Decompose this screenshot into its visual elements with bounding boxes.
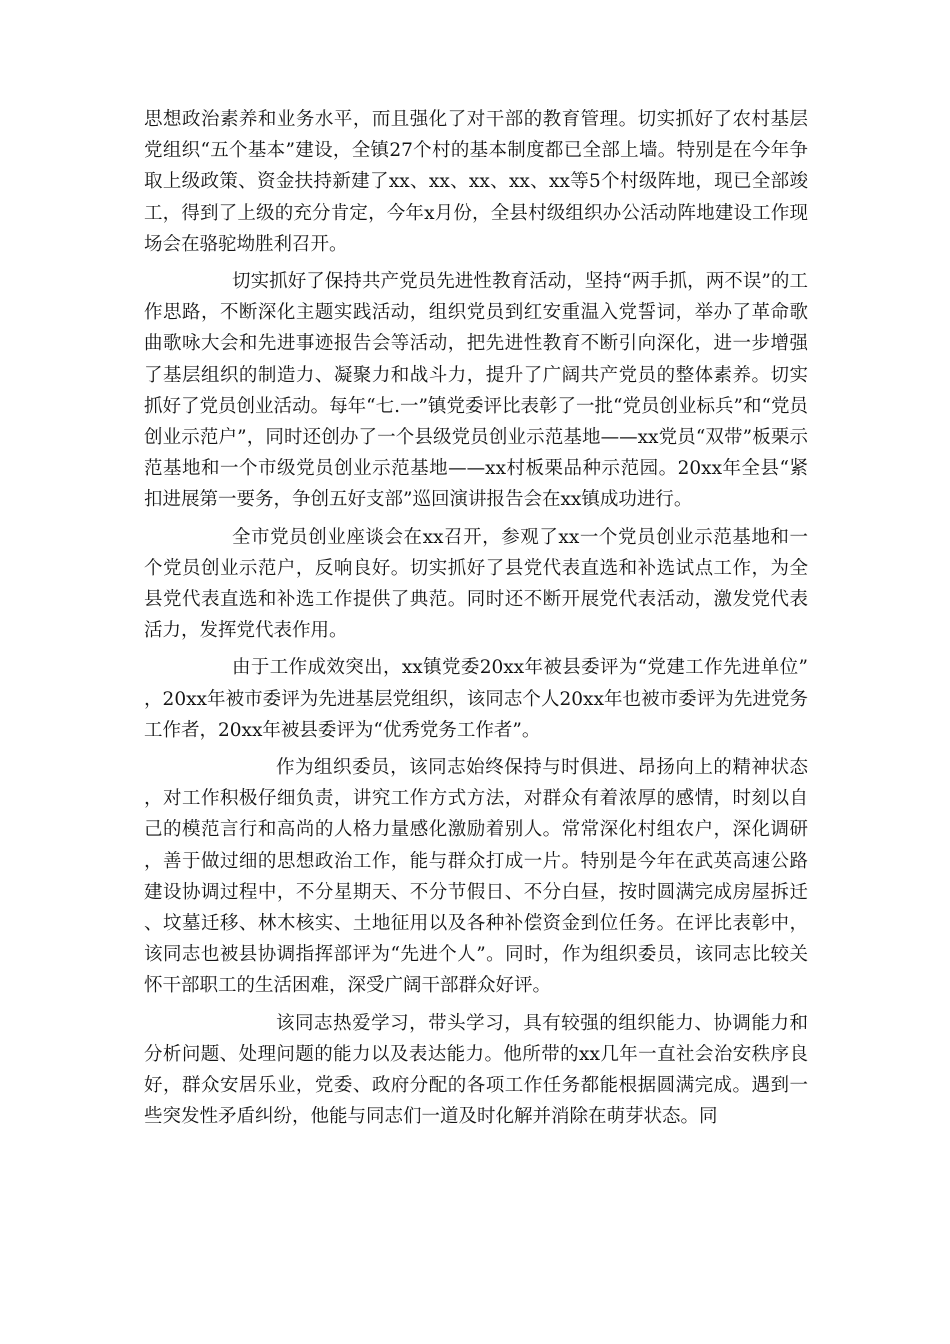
paragraph-6: 该同志热爱学习，带头学习，具有较强的组织能力、协调能力和分析问题、处理问题的能力以及表达能力。他所带的xx几年一直社会治安秩序良好，群众安居乐业，党委、政府分配的各项工作任务都能根据圆满完成。遇到一些突发性矛盾纠纷，他能与同志们一道及时化解并消除在萌芽状态。同 bbox=[144, 1012, 808, 1128]
paragraph-3: 全市党员创业座谈会在xx召开，参观了xx一个党员创业示范基地和一个党员创业示范户，反响良好。切实抓好了县党代表直选和补选试点工作，为全县党代表直选和补选工作提供了典范。同时还不断开展党代表活动，激发党代表活力，发挥党代表作用。 bbox=[144, 526, 808, 642]
paragraph-2: 切实抓好了保持共产党员先进性教育活动，坚持“两手抓，两不误”的工作思路，不断深化主题实践活动，组织党员到红安重温入党誓词，举办了革命歌曲歌咏大会和先进事迹报告会等活动，把先进性教育不断引向深化，进一步增强了基层组织的制造力、凝聚力和战斗力，提升了广阔共产党员的整体素养。切实抓好了党员创业活动。每年“七.一”镇党委评比表彰了一批“党员创业标兵”和“党员创业示范户”，同时还创办了一个县级党员创业示范基地——xx党员“双带”板栗示范基地和一个市级党员创业示范基地——xx村板栗品种示范园。20xx年全县“紧扣进展第一要务，争创五好支部”巡回演讲报告会在xx镇成功进行。 bbox=[144, 271, 808, 511]
paragraph-1: 思想政治素养和业务水平，而且强化了对干部的教育管理。切实抓好了农村基层党组织“五个基本”建设，全镇27个村的基本制度都已全部上墙。特别是在今年争取上级政策、资金扶持新建了xx、xx、xx、xx、xx等5个村级阵地，现已全部竣工，得到了上级的充分肯定，今年x月份，全县村级组织办公活动阵地建设工作现场会在骆驼坳胜利召开。 bbox=[144, 109, 808, 255]
document-body bbox=[144, 104, 808, 1139]
paragraph-4: 由于工作成效突出，xx镇党委20xx年被县委评为“党建工作先进单位”，20xx年被市委评为先进基层党组织，该同志个人20xx年也被市委评为先进党务工作者，20xx年被县委评为“优秀党务工作者”。 bbox=[144, 657, 808, 741]
paragraph-5: 作为组织委员，该同志始终保持与时俱进、昂扬向上的精神状态，对工作积极仔细负责，讲究工作方式方法，对群众有着浓厚的感情，时刻以自己的模范言行和高尚的人格力量感化激励着别人。常常深化村组农户，深化调研，善于做过细的思想政治工作，能与群众打成一片。特别是今年在武英高速公路建设协调过程中，不分星期天、不分节假日、不分白昼，按时圆满完成房屋拆迁、坟墓迁移、林木核实、土地征用以及各种补偿资金到位任务。在评比表彰中，该同志也被县协调指挥部评为“先进个人”。同时，作为组织委员，该同志比较关怀干部职工的生活困难，深受广阔干部群众好评。 bbox=[144, 757, 808, 997]
